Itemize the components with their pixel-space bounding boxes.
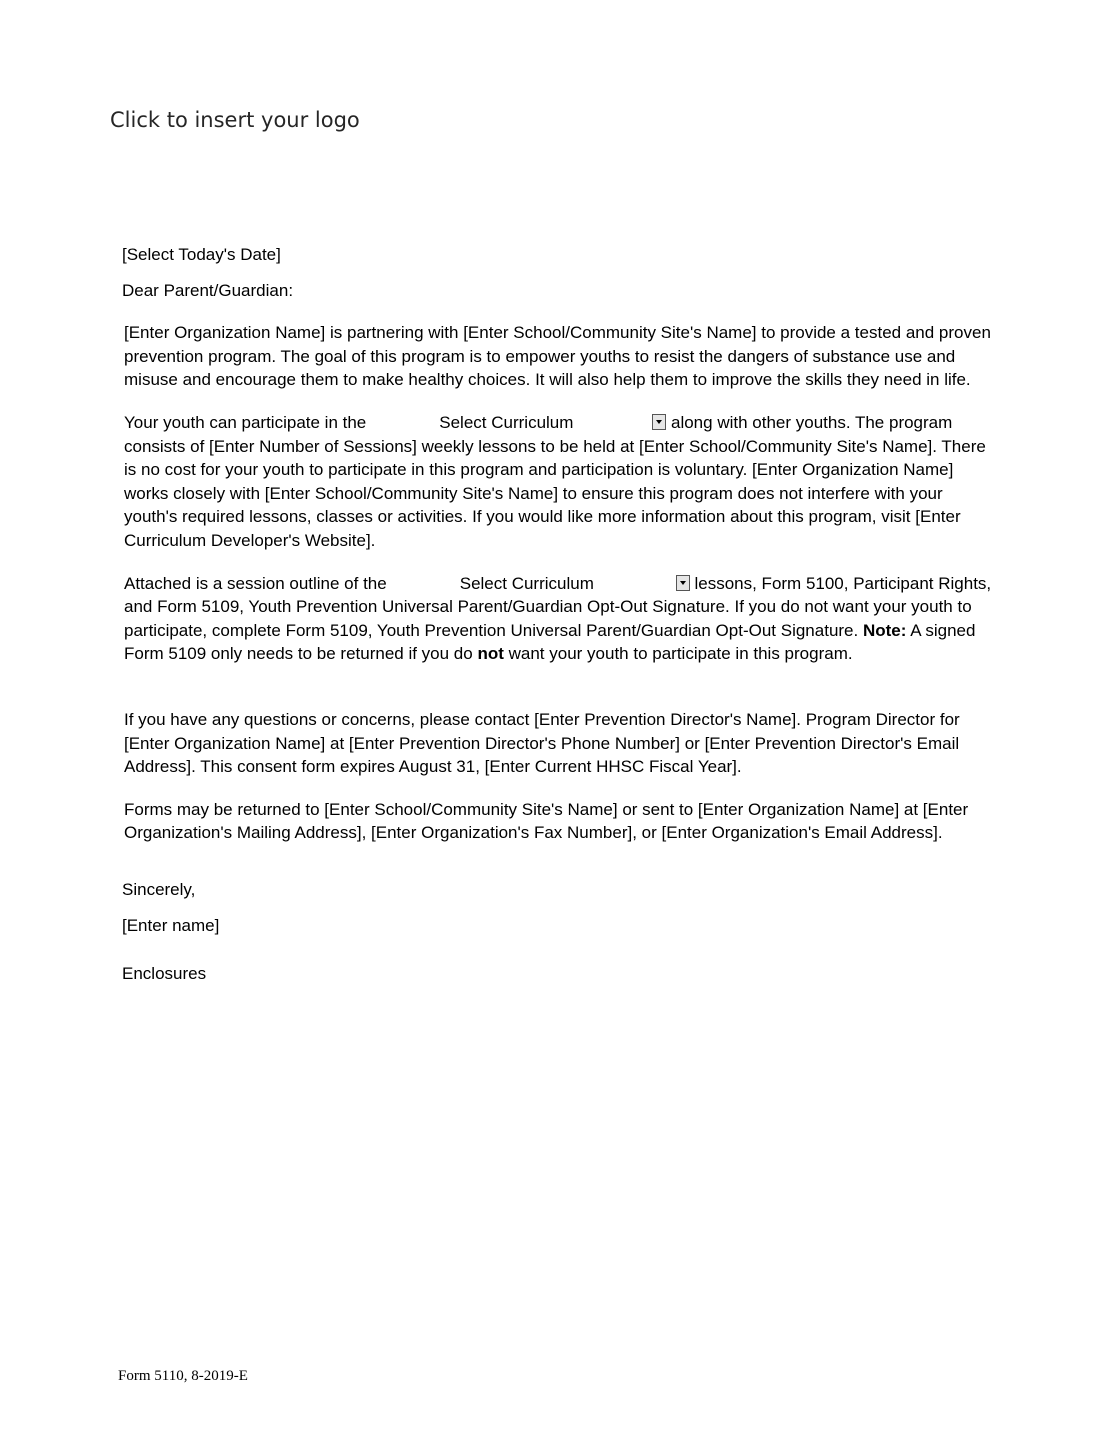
note-emphasis: not (477, 644, 504, 664)
note-text: A signed Form 5109 only needs to be returned if you do (124, 620, 976, 664)
dropdown-arrow-icon[interactable] (652, 414, 666, 430)
form-footer: Form 5110, 8-2019-E (118, 1368, 248, 1384)
signature-name-field[interactable]: [Enter name] (122, 916, 220, 936)
curriculum-dropdown[interactable] (366, 411, 666, 435)
paragraph-program (122, 411, 994, 553)
letter-body (122, 243, 1002, 986)
curriculum-dropdown-2[interactable] (387, 572, 690, 596)
logo-placeholder[interactable]: Click to insert your logo (110, 108, 360, 132)
note-text-end: want your youth to participate in this program. (508, 644, 853, 664)
paragraph-program-lead: Your youth can participate in the (124, 412, 367, 432)
closing: Sincerely, (122, 879, 196, 899)
enclosures-label: Enclosures (122, 964, 207, 984)
curriculum-dropdown-2-value: Select Curriculum (459, 573, 594, 593)
paragraph-return: Forms may be returned to [Enter School/Community Site's Name] or sent to [Enter Organization Name] at [Enter Organization's Mailing Address], [Enter Organization's Fax Number], or [Enter Organization's Email Address]. (124, 799, 969, 843)
paragraph-intro: [Enter Organization Name] is partnering with [Enter School/Community Site's Name] to provide a tested and proven prevention program. The goal of this program is to empower youths to resist the dangers of substance use and misuse and encourage them to make healthy choices. It will also help them to improve the skills they need in life. (124, 323, 991, 390)
paragraph-program-rest: along with other youths. The program consists of [Enter Number of Sessions] weekly lessons to be held at [Enter School/Community Site's Name]. There is no cost for your youth to participate in this program and participation is voluntary. [Enter Organization Name] works closely with [Enter School/Community Site's Name] to ensure this program does not interfere with your youth's required lessons, classes or activities. If you would like more information about this program, visit [Enter Curriculum Developer's Website]. (124, 412, 986, 550)
salutation: Dear Parent/Guardian: (122, 280, 294, 300)
paragraph-attachments-rest: lessons, Form 5100, Participant Rights, and Form 5109, Youth Prevention Universal Parent/Guardian Opt-Out Signature. If you do not want your youth to participate, complete Form 5109, Youth Prevention Universal Parent/Guardian Opt-Out Signature. (124, 573, 992, 640)
paragraph-contact: If you have any questions or concerns, please contact [Enter Prevention Director's Name]. Program Director for [Enter Organization Name] at [Enter Prevention Director's Phone Number] or [Enter Prevention Director's Email Address]. This consent form expires August 31, [Enter Current HHSC Fiscal Year]. (124, 709, 960, 777)
paragraph-attachments (122, 572, 996, 666)
note-label: Note: (862, 620, 907, 640)
date-field[interactable]: [Select Today's Date] (122, 245, 281, 264)
dropdown-arrow-icon[interactable] (676, 575, 690, 591)
curriculum-dropdown-value: Select Curriculum (439, 412, 574, 432)
paragraph-attachments-lead: Attached is a session outline of the (124, 573, 387, 593)
